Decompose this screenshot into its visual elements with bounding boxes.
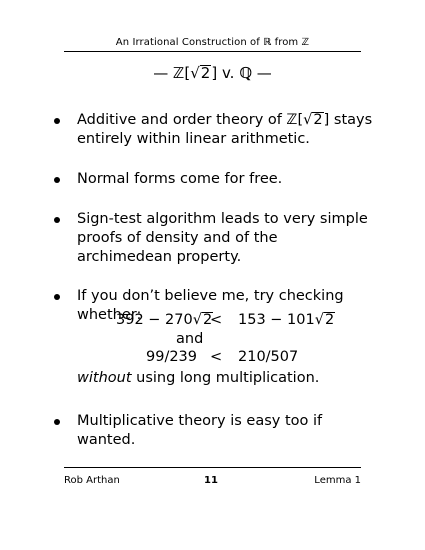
title-integers-symbol: ℤ <box>173 64 185 82</box>
comparison-lhs1: 392 − 270 <box>116 312 193 328</box>
bullet-dot <box>54 118 60 124</box>
comparison-tail-italic: without <box>77 370 132 386</box>
header-title-prefix: An Irrational Construction of <box>115 37 260 48</box>
header-from: from <box>274 37 299 48</box>
comparison-tail <box>77 370 319 386</box>
slide-title <box>0 64 425 82</box>
bullet1-line2: entirely within linear arithmetic. <box>77 131 310 147</box>
header-reals-symbol: ℝ <box>263 37 272 48</box>
comparison-op2: < <box>210 349 223 365</box>
bullet-dot <box>54 217 60 223</box>
bullet-dot <box>54 177 60 183</box>
title-dash-left: — <box>153 64 169 82</box>
bullet-item-sign-test <box>58 210 370 267</box>
comparison-line-1 <box>116 312 213 328</box>
bullet-dot <box>54 419 60 425</box>
title-radicand: 2 <box>200 64 211 82</box>
header-integers-symbol: ℤ <box>301 37 310 48</box>
bullet1-sqrt: √2 <box>303 112 323 128</box>
footer-rule <box>64 467 361 468</box>
comparison-tail-rest: using long multiplication. <box>136 370 320 386</box>
footer-author: Rob Arthan <box>64 475 120 486</box>
comparison-line-1-rhs <box>238 312 335 328</box>
bullet-dot <box>54 294 60 300</box>
title-bracket-open: [ <box>184 64 191 82</box>
bullet1-radicand: 2 <box>313 112 323 128</box>
comparison-and: and <box>176 331 204 347</box>
comparison-lhs2: 99/239 <box>146 349 198 365</box>
header-rule <box>64 51 361 52</box>
title-versus: v. <box>221 64 235 82</box>
bullet4-intro: If you don’t believe me, try checking whether: <box>77 288 344 323</box>
footer-page-number: 11 <box>204 475 218 486</box>
bullet3-text: Sign-test algorithm leads to very simple proofs of density and of the archimedean property. <box>77 211 368 265</box>
bullet1-line1-suffix: stays <box>333 112 373 128</box>
bullet1-line1-prefix: Additive and order theory of <box>77 112 282 128</box>
bullet-item-additive: Additive and order theory of ℤ[√2] stays entirely within linear arithmetic. <box>58 111 378 149</box>
bullet-item-multiplicative <box>58 412 378 450</box>
comparison-lhs1-radicand: 2 <box>202 312 213 328</box>
title-dash-right: — <box>256 64 272 82</box>
bullet-item-normal-forms <box>58 170 378 189</box>
bullet2-text: Normal forms come for free. <box>77 171 283 187</box>
title-sqrt: √2 <box>190 64 211 82</box>
title-rationals-symbol: ℚ <box>239 64 252 82</box>
bullet5-text: Multiplicative theory is easy too if wanted. <box>77 413 323 448</box>
bullet1-integers-symbol: ℤ <box>286 112 298 128</box>
comparison-rhs2: 210/507 <box>238 349 299 365</box>
footer-label: Lemma 1 <box>314 475 361 486</box>
slide-header <box>0 37 425 48</box>
comparison-op1: < <box>210 312 223 328</box>
comparison-rhs1-radicand: 2 <box>324 312 335 328</box>
comparison-rhs1: 153 − 101 <box>238 312 315 328</box>
comparison-lhs1-sqrt: √2 <box>192 312 213 328</box>
title-bracket-close: ] <box>211 64 218 82</box>
comparison-rhs1-sqrt: √2 <box>314 312 335 328</box>
